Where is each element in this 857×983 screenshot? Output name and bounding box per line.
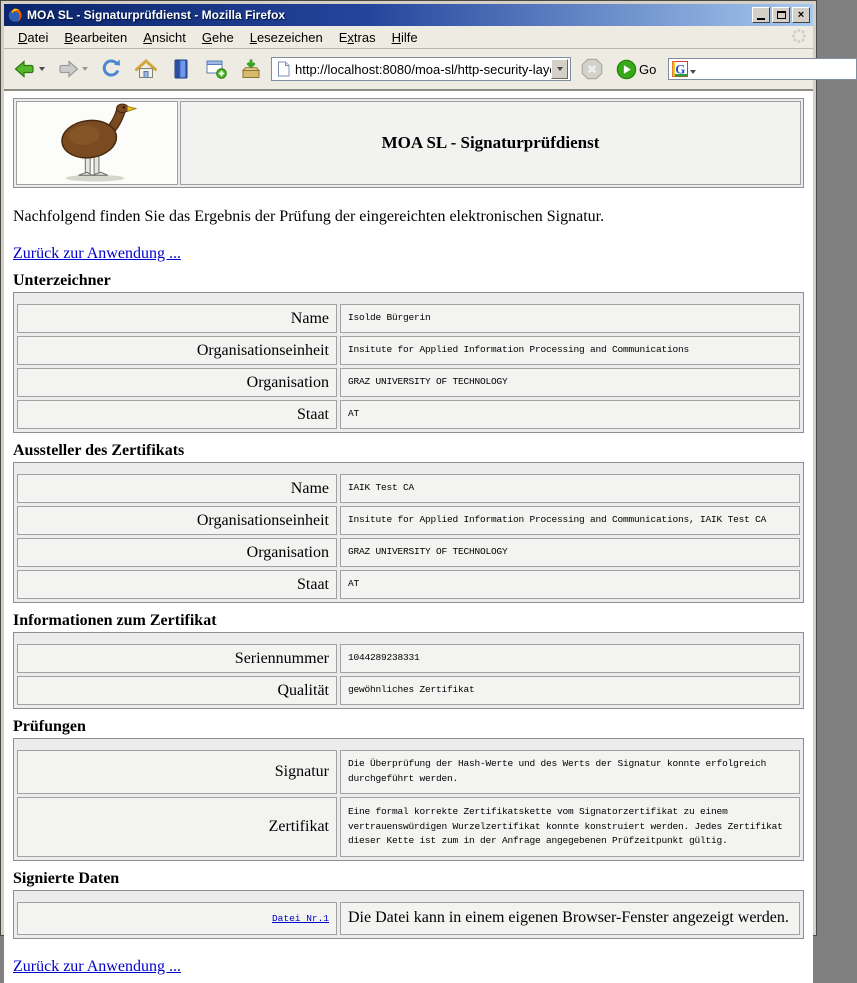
url-dropdown-button[interactable] (551, 59, 568, 79)
minimize-button[interactable] (752, 7, 770, 23)
search-engine-dropdown-icon[interactable] (690, 70, 696, 74)
row-value: Isolde Bürgerin (340, 304, 800, 333)
row-value: Eine formal korrekte Zertifikatskette vom Signatorzertifikat zu einem vertrauenswürdigen Wurzelzertifikat konnte konstruiert werden. Jedes Zertifikat dieser Kette ist zum in der Anfrage angegebenen Prüfzeitpunkt gültig. (340, 797, 800, 857)
new-window-icon (204, 57, 228, 81)
title-bar[interactable] (4, 4, 813, 26)
chevron-down-icon (557, 67, 563, 71)
maximize-icon (777, 11, 786, 19)
row-value: IAIK Test CA (340, 474, 800, 503)
menu-bar (4, 26, 813, 49)
table-row (17, 676, 800, 705)
section-heading-unterzeichner: Unterzeichner (13, 272, 111, 289)
table-row (17, 570, 800, 599)
url-bar (271, 57, 571, 81)
menu-lesezeichen[interactable]: Lesezeichen (249, 29, 323, 45)
row-label: Organisation (17, 538, 337, 567)
throbber-icon (791, 28, 807, 47)
reload-button[interactable] (96, 54, 126, 84)
forward-button[interactable] (53, 54, 91, 84)
page-icon (276, 61, 291, 77)
table-row (17, 400, 800, 429)
row-value: Insitute for Applied Information Processing and Communications, IAIK Test CA (340, 506, 800, 535)
back-button[interactable] (10, 54, 48, 84)
page-content (4, 90, 813, 983)
table-aussteller (13, 462, 804, 603)
moa-bird-logo (16, 101, 178, 185)
table-row (17, 797, 800, 857)
intro-text: Nachfolgend finden Sie das Ergebnis der Prüfung der eingereichten elektronischen Signatur. (13, 208, 605, 225)
table-row (17, 750, 800, 794)
navigation-toolbar (4, 49, 813, 90)
row-value: Die Datei kann in einem eigenen Browser-Fenster angezeigt werden. (340, 902, 800, 935)
back-icon (13, 57, 37, 81)
svg-text:G: G (675, 61, 686, 77)
menu-extras[interactable]: Extras (338, 29, 376, 45)
page-title: MOA SL - Signaturprüfdienst (180, 101, 801, 185)
new-window-button[interactable] (201, 54, 231, 84)
row-label: Organisation (17, 368, 337, 397)
go-icon (616, 59, 637, 80)
window-title: MOA SL - Signaturprüfdienst - Mozilla Firefox (27, 8, 286, 22)
close-button[interactable] (792, 7, 810, 23)
go-button[interactable] (613, 56, 659, 83)
row-label: Seriennummer (17, 644, 337, 673)
close-icon: × (797, 8, 805, 21)
menu-hilfe[interactable]: Hilfe (391, 29, 418, 45)
back-to-application-link-top[interactable]: Zurück zur Anwendung ... (13, 245, 181, 262)
row-value: Die Überprüfung der Hash-Werte und des Werts der Signatur konnte erfolgreich durchgeführt werden. (340, 750, 800, 794)
table-signierte-daten (13, 890, 804, 939)
table-row (17, 902, 800, 935)
menu-gehe[interactable]: Gehe (201, 29, 234, 45)
home-icon (134, 57, 158, 81)
table-unterzeichner (13, 292, 804, 433)
menu-datei[interactable]: Datei (18, 29, 49, 45)
forward-icon (56, 57, 80, 81)
row-value: AT (340, 400, 800, 429)
downloads-button[interactable] (236, 54, 266, 84)
row-value: gewöhnliches Zertifikat (340, 676, 800, 705)
row-value: 1044289238331 (340, 644, 800, 673)
table-row (17, 644, 800, 673)
section-heading-pruefungen: Prüfungen (13, 718, 86, 735)
search-bar (668, 58, 857, 80)
row-value: AT (340, 570, 800, 599)
forward-dropdown-icon[interactable] (82, 67, 88, 71)
row-label: Signatur (17, 750, 337, 794)
minimize-icon (757, 18, 765, 20)
back-dropdown-icon[interactable] (39, 67, 45, 71)
home-button[interactable] (131, 54, 161, 84)
row-label: Zertifikat (17, 797, 337, 857)
row-label: Organisationseinheit (17, 336, 337, 365)
row-label: Organisationseinheit (17, 506, 337, 535)
section-heading-aussteller: Aussteller des Zertifikats (13, 442, 185, 459)
maximize-button[interactable] (772, 7, 790, 23)
back-to-application-link-bottom[interactable]: Zurück zur Anwendung ... (13, 957, 181, 975)
url-input[interactable] (295, 62, 551, 77)
table-row (17, 506, 800, 535)
table-zertifikat-info (13, 632, 804, 709)
stop-icon (579, 56, 605, 82)
table-row (17, 304, 800, 333)
table-row (17, 336, 800, 365)
row-value: GRAZ UNIVERSITY OF TECHNOLOGY (340, 368, 800, 397)
downloads-icon (239, 57, 263, 81)
row-label: Qualität (17, 676, 337, 705)
menu-bearbeiten[interactable]: Bearbeiten (64, 29, 128, 45)
row-label: Staat (17, 570, 337, 599)
section-heading-signierte-daten: Signierte Daten (13, 870, 120, 887)
row-label: Name (17, 304, 337, 333)
go-label: Go (639, 61, 657, 77)
bookmarks-button[interactable] (166, 54, 196, 84)
table-row (17, 538, 800, 567)
row-label: Name (17, 474, 337, 503)
firefox-icon (7, 7, 23, 23)
row-label: Staat (17, 400, 337, 429)
google-g-icon (672, 61, 688, 77)
row-value: GRAZ UNIVERSITY OF TECHNOLOGY (340, 538, 800, 567)
row-value: Insitute for Applied Information Processing and Communications (340, 336, 800, 365)
menu-ansicht[interactable]: Ansicht (143, 29, 186, 45)
section-heading-zertifikat-info: Informationen zum Zertifikat (13, 612, 217, 629)
banner-table (13, 98, 804, 188)
datei-nr1-link[interactable]: Datei Nr.1 (271, 912, 329, 924)
table-row (17, 368, 800, 397)
stop-button[interactable] (576, 53, 608, 85)
reload-icon (99, 57, 123, 81)
table-row (17, 474, 800, 503)
search-input[interactable] (698, 62, 853, 76)
row-label (17, 902, 337, 935)
table-pruefungen (13, 738, 804, 861)
bookmarks-icon (169, 57, 193, 81)
